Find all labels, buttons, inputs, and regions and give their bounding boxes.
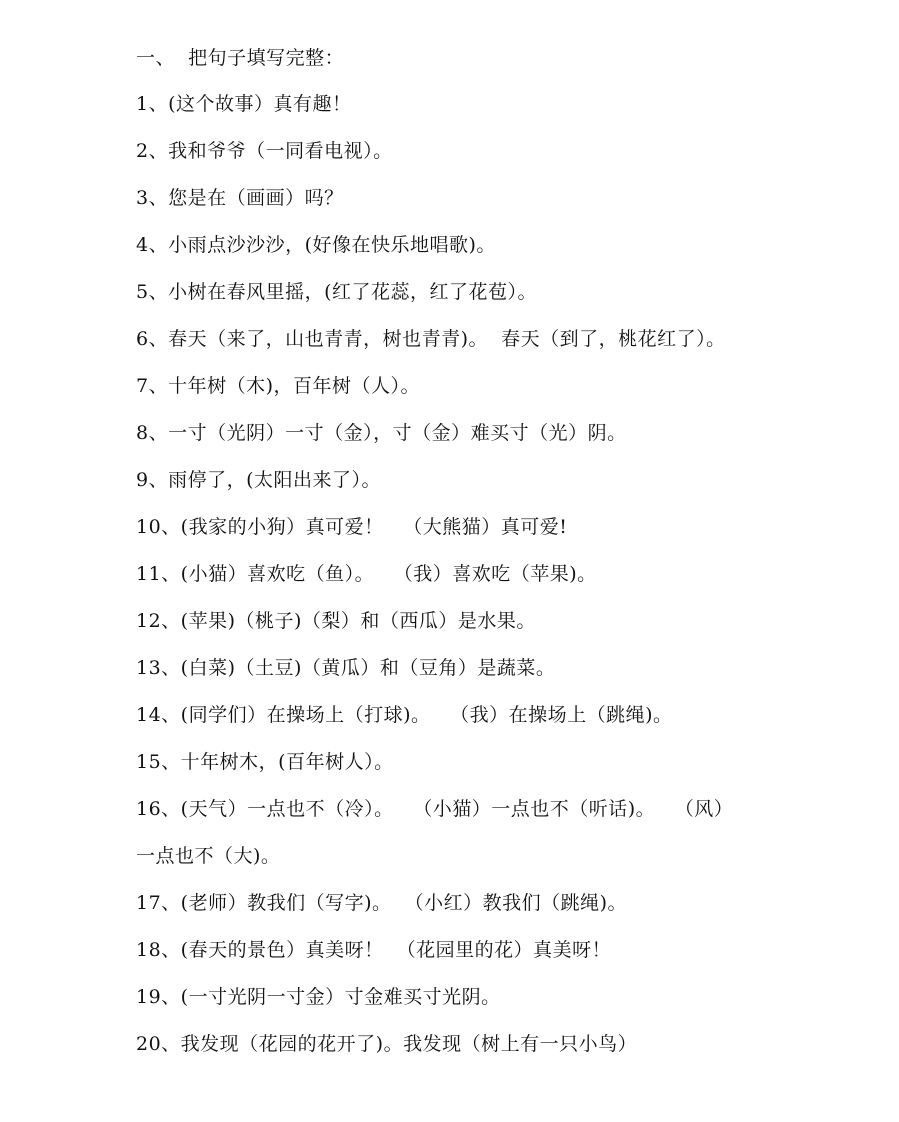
sentence-list bbox=[136, 86, 876, 1073]
sentence-line-11: 11、(小猫）喜欢吃（鱼）。 （我）喜欢吃（苹果)。 bbox=[136, 563, 597, 585]
sentence-line-15: 15、十年树木，(百年树人）。 bbox=[136, 751, 394, 773]
sentence-line-8: 8、一寸（光阴）一寸（金），寸（金）难买寸（光）阴。 bbox=[136, 422, 627, 444]
sentence-line-20: 20、我发现（花园的花开了)。我发现（树上有一只小鸟） bbox=[136, 1033, 638, 1055]
sentence-line-17: 17、(老师）教我们（写字)。 （小红）教我们（跳绳)。 bbox=[136, 892, 627, 914]
sentence-line-6: 6、春天（来了，山也青青，树也青青)。 春天（到了，桃花红了）。 bbox=[136, 328, 726, 350]
sentence-line-3: 3、您是在（画画）吗？ bbox=[136, 187, 344, 209]
sentence-line-16-continued: 一点也不（大)。 bbox=[136, 845, 281, 867]
sentence-line-1: 1、(这个故事）真有趣！ bbox=[136, 93, 352, 115]
sentence-line-18: 18、(春天的景色）真美呀！ （花园里的花）真美呀！ bbox=[136, 939, 612, 961]
sentence-line-13: 13、(白菜)（土豆)（黄瓜）和（豆角）是蔬菜。 bbox=[136, 657, 556, 679]
section-heading: 一、 把句子填写完整： bbox=[136, 47, 345, 69]
sentence-line-14: 14、(同学们）在操场上（打球)。 （我）在操场上（跳绳)。 bbox=[136, 704, 673, 726]
sentence-line-5: 5、小树在春风里摇，(红了花蕊，红了花苞）。 bbox=[136, 281, 538, 303]
sentence-line-10: 10、(我家的小狗）真可爱！ （大熊猫）真可爱! bbox=[136, 516, 568, 538]
sentence-line-19: 19、(一寸光阴一寸金）寸金难买寸光阴。 bbox=[136, 986, 501, 1008]
sentence-line-4: 4、小雨点沙沙沙，(好像在快乐地唱歌)。 bbox=[136, 234, 496, 256]
sentence-line-16: 16、(天气）一点也不（冷）。 （小猫）一点也不（听话)。 （风） bbox=[136, 798, 734, 820]
sentence-line-9: 9、雨停了，(太阳出来了）。 bbox=[136, 469, 382, 491]
sentence-line-12: 12、(苹果)（桃子)（梨）和（西瓜）是水果。 bbox=[136, 610, 536, 632]
sentence-line-2: 2、我和爷爷（一同看电视）。 bbox=[136, 140, 393, 162]
sentence-line-7: 7、十年树（木)，百年树（人）。 bbox=[136, 375, 421, 397]
